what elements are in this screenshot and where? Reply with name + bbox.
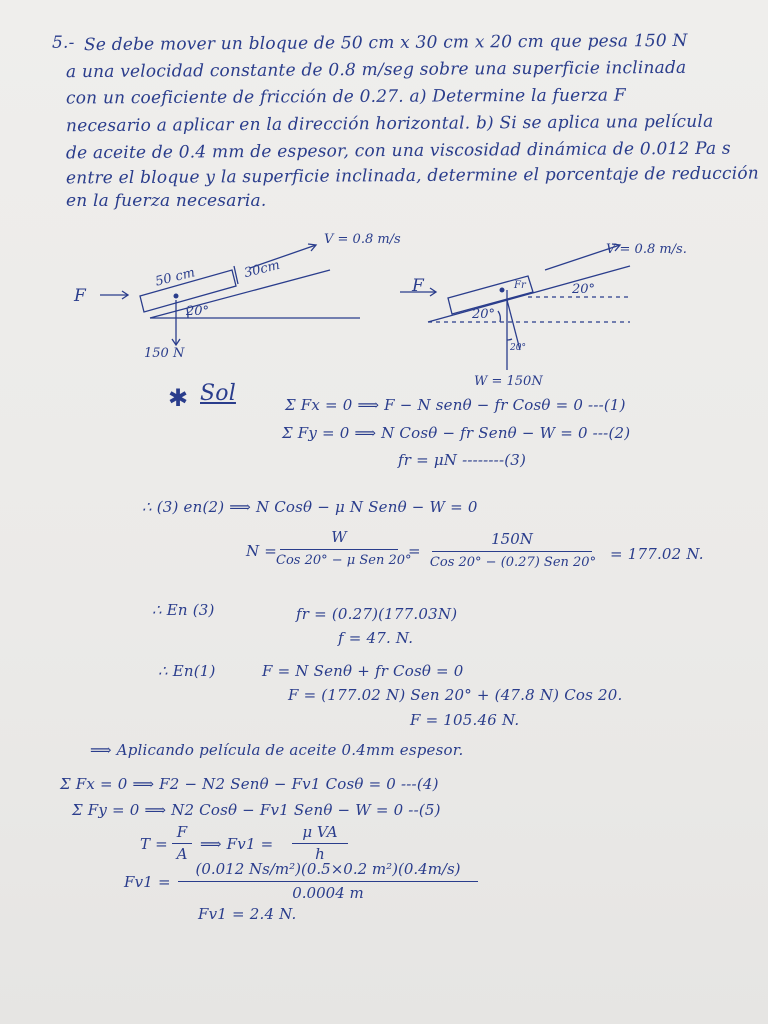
right-angle-top-label: 20°: [572, 282, 596, 297]
N-lhs: N =: [246, 542, 278, 560]
left-angle-label: 20°: [186, 304, 210, 319]
eq-2: Σ Fy = 0 ⟹ N Cosθ − fr Senθ − W = 0 ---(2): [282, 424, 631, 442]
problem-line-1: Se debe mover un bloque de 50 cm x 30 cm x 20 cm que pesa 150 N: [83, 30, 688, 56]
star-mark: ✱: [168, 384, 189, 412]
tau-rnum: μ VA: [302, 823, 338, 841]
eq-1: Σ Fx = 0 ⟹ F − N senθ − fr Cosθ = 0 ---(1): [285, 396, 626, 414]
left-force-label: F: [74, 286, 86, 306]
F-in-1: ∴ En(1): [158, 662, 216, 680]
F-eq-1: F = N Senθ + fr Cosθ = 0: [262, 662, 464, 680]
right-angle-arc: [498, 311, 500, 322]
part-b-heading: ⟹ Aplicando película de aceite 0.4mm espesor.: [90, 741, 464, 759]
eq-4: Σ Fx = 0 ⟹ F2 − N2 Senθ − Fv1 Cosθ = 0 ---(4): [60, 775, 439, 793]
left-height-label: 30cm: [242, 257, 282, 282]
N-frac-bar-2: [432, 551, 592, 552]
sub-3-into-2: ∴ (3) en(2) ⟹ N Cosθ − μ N Senθ − W = 0: [142, 498, 478, 516]
problem-number: 5.-: [52, 33, 75, 53]
fv-result: Fv1 = 2.4 N.: [198, 905, 297, 923]
fv-num: (0.012 Ns/m²)(0.5×0.2 m²)(0.4m/s): [195, 860, 461, 878]
N-den-2: Cos 20° − (0.27) Sen 20°: [429, 555, 597, 570]
right-weight-label: W = 150N: [474, 374, 543, 389]
left-weight-label: 150 N: [144, 346, 185, 361]
fv-frac-bar: [178, 881, 478, 882]
tau-den: A: [176, 845, 188, 863]
tau-arrow: ⟹ Fv1 =: [200, 835, 274, 853]
N-num-1: W: [331, 528, 347, 546]
N-frac-bar-1: [280, 549, 398, 550]
F-eq-2: F = (177.02 N) Sen 20° + (47.8 N) Cos 20.: [288, 686, 623, 704]
left-velocity-label: V = 0.8 m/s: [324, 232, 401, 247]
left-length-label: 50 cm: [153, 265, 197, 290]
N-num-2: 150N: [491, 530, 533, 548]
N-equals: =: [408, 542, 421, 560]
right-angle-base-label: 20°: [472, 307, 496, 322]
problem-line-4: necesario a aplicar en la dirección horizontal. b) Si se aplica una película: [65, 111, 714, 137]
fr-calc: fr = (0.27)(177.03N): [296, 605, 458, 623]
right-friction-label: Fr: [514, 280, 526, 291]
fv-lhs: Fv1 =: [124, 873, 171, 891]
N-den-1: Cos 20° − μ Sen 20°: [276, 553, 412, 568]
right-weight-angle-arc: [507, 339, 512, 340]
right-incline-surface: [428, 266, 630, 322]
problem-line-2: a una velocidad constante de 0.8 m/seg sobre una superficie inclinada: [65, 57, 687, 83]
problem-line-3: con un coeficiente de fricción de 0.27. a) Determine la fuerza F: [65, 85, 626, 109]
eq-5: Σ Fy = 0 ⟹ N2 Cosθ − Fv1 Senθ − W = 0 --(5): [72, 801, 441, 819]
problem-line-6: entre el bloque y la superficie inclinada, determine el porcentaje de reducción: [65, 163, 759, 189]
tau-rfrac-bar: [292, 843, 348, 844]
tau-lhs: T =: [140, 835, 168, 853]
tau-rden: h: [315, 845, 325, 863]
fr-in-3: ∴ En (3): [152, 601, 215, 619]
tau-frac-bar: [172, 843, 192, 844]
right-velocity-label: V = 0.8 m/s.: [606, 242, 687, 257]
N-result: = 177.02 N.: [610, 545, 704, 563]
sol-label: Sol: [200, 381, 236, 406]
right-force-label: F: [412, 276, 424, 296]
tau-num: F: [176, 823, 188, 841]
right-angle-weight-label: 20°: [510, 343, 526, 353]
fr-result: f = 47. N.: [338, 629, 414, 647]
problem-line-5: de aceite de 0.4 mm de espesor, con una viscosidad dinámica de 0.012 Pa s: [65, 138, 731, 164]
fv-den: 0.0004 m: [292, 884, 364, 902]
F-result: F = 105.46 N.: [410, 711, 520, 729]
eq-3: fr = μN --------(3): [398, 451, 527, 469]
problem-line-7: en la fuerza necesaria.: [66, 191, 267, 211]
